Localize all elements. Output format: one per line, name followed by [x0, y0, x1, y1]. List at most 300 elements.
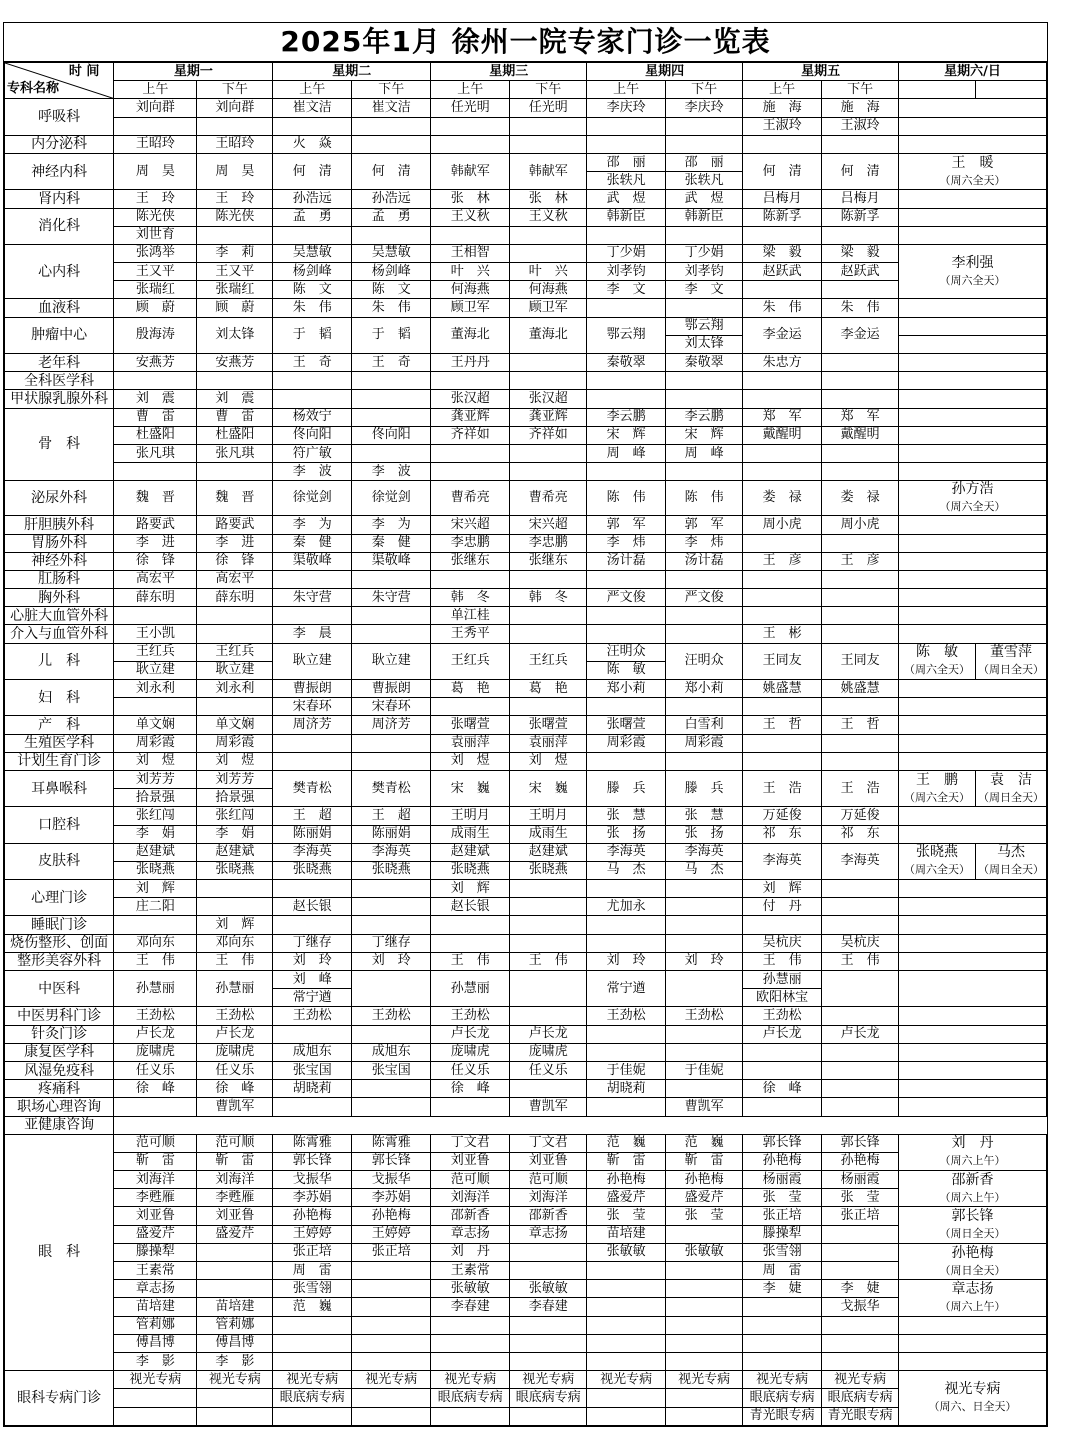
- doctor-cell: [587, 317, 666, 353]
- weekend-cell: [899, 208, 1047, 226]
- dept-name: 心内科: [5, 244, 114, 299]
- cell-text: 张瑞红: [215, 281, 255, 297]
- day-header: 星期一: [114, 63, 273, 81]
- cell-text: 汤计磊: [606, 553, 646, 569]
- cell-text: 任光明: [450, 99, 490, 115]
- cell-text: 刘 辉: [450, 880, 490, 896]
- cell-text: 张晓燕: [292, 862, 332, 878]
- doctor-cell: [587, 916, 666, 934]
- cell-text: 视光专病: [756, 1371, 809, 1387]
- cell-text: 盛爱芹: [135, 1226, 175, 1242]
- doctor-cell: [510, 372, 587, 390]
- doctor-cell: [114, 589, 197, 607]
- cell-text: 刘海洋: [528, 1189, 568, 1205]
- cell-text: 郭长锋: [951, 1208, 994, 1225]
- cell-text: 刘芳芳: [135, 771, 175, 787]
- doctor-cell: [587, 625, 666, 643]
- weekend-cell: [899, 153, 1047, 189]
- cell-text: 滕 兵: [606, 780, 646, 796]
- doctor-cell: [666, 1262, 743, 1280]
- doctor-cell: [197, 807, 273, 825]
- doctor-cell: [743, 1316, 822, 1334]
- cell-text: 王 超: [371, 807, 411, 823]
- doctor-cell: [352, 1080, 431, 1098]
- doctor-cell: [587, 570, 666, 588]
- doctor-cell: [114, 880, 197, 898]
- weekend-cell: [899, 444, 1047, 462]
- doctor-cell: [666, 390, 743, 408]
- doctor-cell: [822, 408, 899, 426]
- cell-text: 李 炜: [684, 535, 724, 551]
- cell-text: 朱 伟: [762, 300, 802, 316]
- weekend-cell: [899, 299, 1047, 317]
- doctor-cell: [197, 952, 273, 970]
- doctor-cell: [587, 589, 666, 607]
- doctor-cell: [197, 625, 273, 643]
- cell-text: 王 奇: [371, 354, 411, 370]
- cell-text: 王红兵: [215, 644, 255, 660]
- doctor-cell: [352, 825, 431, 843]
- doctor-cell: [743, 607, 822, 625]
- cell-text: 王 彦: [840, 553, 880, 569]
- table-row: [5, 408, 1047, 426]
- cell-text: 何 清: [840, 163, 880, 179]
- cell-text: 孙艳梅: [840, 1153, 880, 1169]
- doctor-cell: [743, 117, 822, 135]
- doctor-cell: [114, 1061, 197, 1079]
- cell-text: 常宁遒: [606, 980, 646, 996]
- doctor-cell: [197, 1225, 273, 1243]
- doctor-cell: [114, 625, 197, 643]
- cell-text: 顾 蔚: [215, 300, 255, 316]
- cell-text: 傅昌博: [135, 1335, 175, 1351]
- cell-text: 滕操犁: [762, 1226, 802, 1242]
- doctor-cell: [822, 971, 899, 1007]
- doctor-cell: [822, 1080, 899, 1098]
- dept-name: 介入与血管外科: [5, 625, 114, 643]
- doctor-cell: [352, 752, 431, 770]
- cell-text: 严文俊: [606, 589, 646, 605]
- table-row: [5, 1280, 1047, 1298]
- cell-text: 袁 洁: [990, 771, 1033, 788]
- doctor-cell: [510, 426, 587, 444]
- cell-text: 王相智: [450, 245, 490, 261]
- cell-text: 李 影: [215, 1353, 255, 1369]
- doctor-cell: [273, 135, 352, 153]
- doctor-cell: [743, 1007, 822, 1025]
- doctor-cell: [510, 1225, 587, 1243]
- cell-text: 周 昊: [215, 163, 255, 179]
- cell-text: 孙艳梅: [371, 1208, 411, 1224]
- cell-text: 孙慧丽: [215, 980, 255, 996]
- doctor-cell: [587, 1152, 666, 1170]
- doctor-cell: [510, 117, 587, 135]
- cell-text: 王义秋: [450, 209, 490, 225]
- doctor-cell: [587, 1243, 666, 1261]
- cell-text: 顾卫军: [528, 300, 568, 316]
- cell-text: 吴慧敏: [292, 245, 332, 261]
- doctor-cell: [587, 1298, 666, 1316]
- weekend-cell: [899, 570, 1047, 588]
- doctor-cell: [114, 1371, 197, 1389]
- doctor-cell: [510, 1171, 587, 1189]
- doctor-cell: [743, 226, 822, 244]
- doctor-cell: [666, 1352, 743, 1370]
- doctor-cell: [431, 1262, 510, 1280]
- doctor-cell: [197, 1316, 273, 1334]
- weekend-cell: [899, 190, 1047, 208]
- cell-text: 王劲松: [606, 1007, 646, 1023]
- weekend-cell: [899, 516, 1047, 534]
- cell-text: 宋春环: [371, 698, 411, 714]
- doctor-cell: [114, 570, 197, 588]
- table-row: [5, 1371, 1047, 1389]
- cell-text: 王素常: [450, 1262, 490, 1278]
- doctor-cell: [431, 880, 510, 898]
- weekend-cell: [899, 843, 976, 879]
- cell-text: 张凡琪: [215, 445, 255, 461]
- doctor-cell: [822, 463, 899, 481]
- doctor-cell: [273, 1152, 352, 1170]
- doctor-cell: [822, 1371, 899, 1389]
- cell-text: 陈丽娟: [292, 826, 332, 842]
- doctor-cell: [197, 1043, 273, 1061]
- cell-text: 张正培: [840, 1208, 880, 1224]
- cell-text: 张 扬: [684, 826, 724, 842]
- cell-text: 于 韬: [371, 327, 411, 343]
- cell-text: 周彩霞: [215, 735, 255, 751]
- doctor-cell: [114, 752, 197, 770]
- cell-text: 李海英: [292, 844, 332, 860]
- dept-name: 整形美容外科: [5, 952, 114, 970]
- doctor-cell: [273, 552, 352, 570]
- doctor-cell: [352, 1189, 431, 1207]
- table-row: [5, 1262, 1047, 1280]
- doctor-cell: [666, 861, 743, 879]
- doctor-cell: [666, 680, 743, 698]
- doctor-cell: [273, 481, 352, 516]
- cell-text: 李忠鹏: [450, 535, 490, 551]
- doctor-cell: [197, 1280, 273, 1298]
- cell-text: 任义乐: [528, 1062, 568, 1078]
- doctor-cell: [197, 463, 273, 481]
- doctor-cell: [743, 481, 822, 516]
- doctor-cell: [587, 1334, 666, 1352]
- weekend-cell: [899, 916, 1047, 934]
- doctor-cell: [822, 244, 899, 262]
- cell-text: 董雪萍: [990, 644, 1033, 661]
- doctor-cell: [743, 444, 822, 462]
- cell-text: 刘向群: [135, 99, 175, 115]
- cell-text: 任义乐: [450, 1062, 490, 1078]
- cell-text: 姚盛慧: [762, 680, 802, 696]
- doctor-cell: [114, 208, 197, 226]
- doctor-cell: [743, 463, 822, 481]
- doctor-cell: [510, 861, 587, 879]
- table-row: [5, 244, 1047, 262]
- cell-text: 葛 艳: [450, 680, 490, 696]
- cell-text: 周 峰: [606, 445, 646, 461]
- cell-text: 陈 敏: [916, 644, 959, 661]
- doctor-cell: [822, 190, 899, 208]
- table-row: [5, 117, 1047, 135]
- doctor-cell: [666, 589, 743, 607]
- cell-text: 靳 雷: [135, 1153, 175, 1169]
- doctor-cell: [510, 463, 587, 481]
- weekend-cell: [899, 698, 1047, 716]
- doctor-cell: [431, 607, 510, 625]
- cell-text: 赵建斌: [528, 844, 568, 860]
- doctor-cell: [431, 390, 510, 408]
- cell-text: 渠敬峰: [292, 553, 332, 569]
- cell-text: 郑 军: [840, 409, 880, 425]
- cell-text: 视光专病: [834, 1371, 887, 1387]
- doctor-cell: [431, 1352, 510, 1370]
- cell-text: 周 昊: [135, 163, 175, 179]
- doctor-cell: [822, 354, 899, 372]
- doctor-cell: [431, 716, 510, 734]
- doctor-cell: [197, 716, 273, 734]
- doctor-cell: [352, 880, 431, 898]
- doctor-cell: [273, 607, 352, 625]
- cell-text: 尤加永: [606, 898, 646, 914]
- cell-text: 郑 军: [762, 409, 802, 425]
- doctor-cell: [431, 372, 510, 390]
- cell-text: 戴醒明: [762, 427, 802, 443]
- doctor-cell: [114, 843, 197, 861]
- doctor-cell: [431, 1152, 510, 1170]
- doctor-cell: [431, 971, 510, 1007]
- cell-text: 张 莹: [684, 1208, 724, 1224]
- doctor-cell: [352, 589, 431, 607]
- doctor-cell: [273, 880, 352, 898]
- dept-name: 泌尿外科: [5, 481, 114, 516]
- cell-text: 拾景强: [215, 789, 255, 805]
- cell-text: 成旭东: [292, 1044, 332, 1060]
- doctor-cell: [352, 516, 431, 534]
- doctor-cell: [510, 299, 587, 317]
- doctor-cell: [510, 1298, 587, 1316]
- doctor-cell: [587, 281, 666, 299]
- doctor-cell: [822, 372, 899, 390]
- cell-text: 周 雷: [762, 1262, 802, 1278]
- doctor-cell: [822, 934, 899, 952]
- doctor-cell: [587, 172, 666, 190]
- doctor-cell: [587, 390, 666, 408]
- doctor-cell: [431, 153, 510, 189]
- doctor-cell: [197, 354, 273, 372]
- cell-text: 刘向群: [215, 99, 255, 115]
- doctor-cell: [352, 190, 431, 208]
- doctor-cell: [743, 190, 822, 208]
- day-header: 星期五: [743, 63, 899, 81]
- cell-text: 韩 冬: [450, 589, 490, 605]
- cell-text: 殷海涛: [135, 327, 175, 343]
- cell-text: 陈霄雅: [292, 1135, 332, 1151]
- cell-text: 何 清: [762, 163, 802, 179]
- doctor-cell: [822, 1280, 899, 1298]
- cell-text: 张敏敏: [528, 1280, 568, 1296]
- doctor-cell: [114, 463, 197, 481]
- doctor-cell: [352, 770, 431, 806]
- cell-text: 娄 禄: [762, 490, 802, 506]
- doctor-cell: [587, 1025, 666, 1043]
- doctor-cell: [273, 589, 352, 607]
- cell-text: 管莉娜: [135, 1317, 175, 1333]
- cell-text: 张宝国: [292, 1062, 332, 1078]
- cell-text: 朱忠方: [762, 354, 802, 370]
- doctor-cell: [510, 1043, 587, 1061]
- doctor-cell: [431, 1098, 510, 1116]
- cell-text: 王 玲: [135, 190, 175, 206]
- doctor-cell: [197, 263, 273, 281]
- cell-text: 李 为: [292, 516, 332, 532]
- doctor-cell: [114, 1389, 197, 1407]
- doctor-cell: [666, 516, 743, 534]
- cell-text: 郭长锋: [762, 1135, 802, 1151]
- cell-text: 李海英: [684, 844, 724, 860]
- dept-name: 肝胆胰外科: [5, 516, 114, 534]
- cell-text: 袁丽萍: [528, 735, 568, 751]
- cell-text: 王劲松: [215, 1007, 255, 1023]
- doctor-cell: [197, 752, 273, 770]
- weekend-cell: [899, 99, 1047, 117]
- cell-text: 孙慧丽: [762, 971, 802, 987]
- doctor-cell: [510, 1007, 587, 1025]
- cell-note: （周日全天）: [939, 1263, 1006, 1277]
- doctor-cell: [273, 1007, 352, 1025]
- weekend-cell: [899, 481, 1047, 516]
- doctor-cell: [510, 1025, 587, 1043]
- doctor-cell: [273, 825, 352, 843]
- doctor-cell: [666, 226, 743, 244]
- doctor-cell: [273, 1061, 352, 1079]
- doctor-cell: [666, 971, 743, 1007]
- cell-text: 刘太锋: [215, 327, 255, 343]
- cell-text: 视光专病: [286, 1371, 339, 1387]
- doctor-cell: [822, 825, 899, 843]
- doctor-cell: [822, 1098, 899, 1116]
- doctor-cell: [743, 1189, 822, 1207]
- cell-text: 韩献军: [528, 163, 568, 179]
- doctor-cell: [197, 426, 273, 444]
- doctor-cell: [114, 534, 197, 552]
- doctor-cell: [114, 971, 197, 1007]
- cell-text: 刘海洋: [215, 1171, 255, 1187]
- doctor-cell: [273, 1043, 352, 1061]
- doctor-cell: [510, 1134, 587, 1152]
- doctor-cell: [352, 916, 431, 934]
- cell-text: 丁文君: [450, 1135, 490, 1151]
- weekend-cell: [976, 843, 1047, 879]
- doctor-cell: [352, 299, 431, 317]
- cell-text: 章志扬: [528, 1226, 568, 1242]
- cell-text: 樊青松: [371, 780, 411, 796]
- doctor-cell: [510, 1189, 587, 1207]
- doctor-cell: [510, 843, 587, 861]
- cell-text: 周彩霞: [606, 735, 646, 751]
- doctor-cell: [587, 1262, 666, 1280]
- cell-text: 王劲松: [684, 1007, 724, 1023]
- cell-text: 刘 煜: [450, 753, 490, 769]
- weekend-cell: [899, 117, 1047, 135]
- weekend-cell: [976, 770, 1047, 806]
- cell-text: 卢长龙: [840, 1026, 880, 1042]
- doctor-cell: [666, 880, 743, 898]
- cell-text: 成雨生: [528, 826, 568, 842]
- cell-text: 张红闯: [135, 807, 175, 823]
- cell-text: 耿立建: [135, 662, 175, 678]
- dept-name: 口腔科: [5, 807, 114, 843]
- cell-text: 青光眼专病: [749, 1408, 815, 1424]
- cell-text: 陈 敏: [606, 662, 646, 678]
- cell-text: 张汉超: [450, 390, 490, 406]
- doctor-cell: [822, 1389, 899, 1407]
- doctor-cell: [822, 716, 899, 734]
- doctor-cell: [587, 607, 666, 625]
- doctor-cell: [197, 1080, 273, 1098]
- doctor-cell: [510, 825, 587, 843]
- doctor-cell: [587, 1007, 666, 1025]
- doctor-cell: [431, 190, 510, 208]
- doctor-cell: [114, 153, 197, 189]
- cell-text: 邵 丽: [606, 154, 646, 170]
- cell-text: 眼底病专病: [827, 1389, 893, 1405]
- doctor-cell: [587, 807, 666, 825]
- cell-text: 张晓燕: [916, 844, 959, 861]
- dept-name: 皮肤科: [5, 843, 114, 879]
- cell-text: 吴杭庆: [762, 935, 802, 951]
- cell-text: 视光专病: [365, 1371, 418, 1387]
- cell-text: 范可顺: [215, 1135, 255, 1151]
- doctor-cell: [273, 299, 352, 317]
- table-row: [5, 952, 1047, 970]
- doctor-cell: [431, 426, 510, 444]
- cell-text: 视光专病: [678, 1371, 731, 1387]
- doctor-cell: [510, 1207, 587, 1225]
- doctor-cell: [510, 1080, 587, 1098]
- doctor-cell: [431, 770, 510, 806]
- doctor-cell: [114, 1316, 197, 1334]
- doctor-cell: [273, 372, 352, 390]
- doctor-cell: [587, 552, 666, 570]
- doctor-cell: [822, 516, 899, 534]
- doctor-cell: [822, 426, 899, 444]
- table-row: [5, 317, 1047, 335]
- dept-name: 血液科: [5, 299, 114, 317]
- cell-text: 王明月: [450, 807, 490, 823]
- doctor-cell: [822, 281, 899, 299]
- doctor-cell: [587, 1189, 666, 1207]
- cell-text: 滕 兵: [684, 780, 724, 796]
- doctor-cell: [587, 734, 666, 752]
- cell-text: 范 巍: [292, 1298, 332, 1314]
- table-row: [5, 1207, 1047, 1225]
- doctor-cell: [431, 1043, 510, 1061]
- doctor-cell: [666, 625, 743, 643]
- doctor-cell: [666, 843, 743, 861]
- doctor-cell: [114, 1152, 197, 1170]
- doctor-cell: [273, 734, 352, 752]
- doctor-cell: [431, 1334, 510, 1352]
- doctor-cell: [114, 244, 197, 262]
- doctor-cell: [743, 1389, 822, 1407]
- cell-text: 王 伟: [762, 953, 802, 969]
- doctor-cell: [431, 698, 510, 716]
- doctor-cell: [352, 534, 431, 552]
- doctor-cell: [197, 117, 273, 135]
- session-header: [899, 81, 976, 99]
